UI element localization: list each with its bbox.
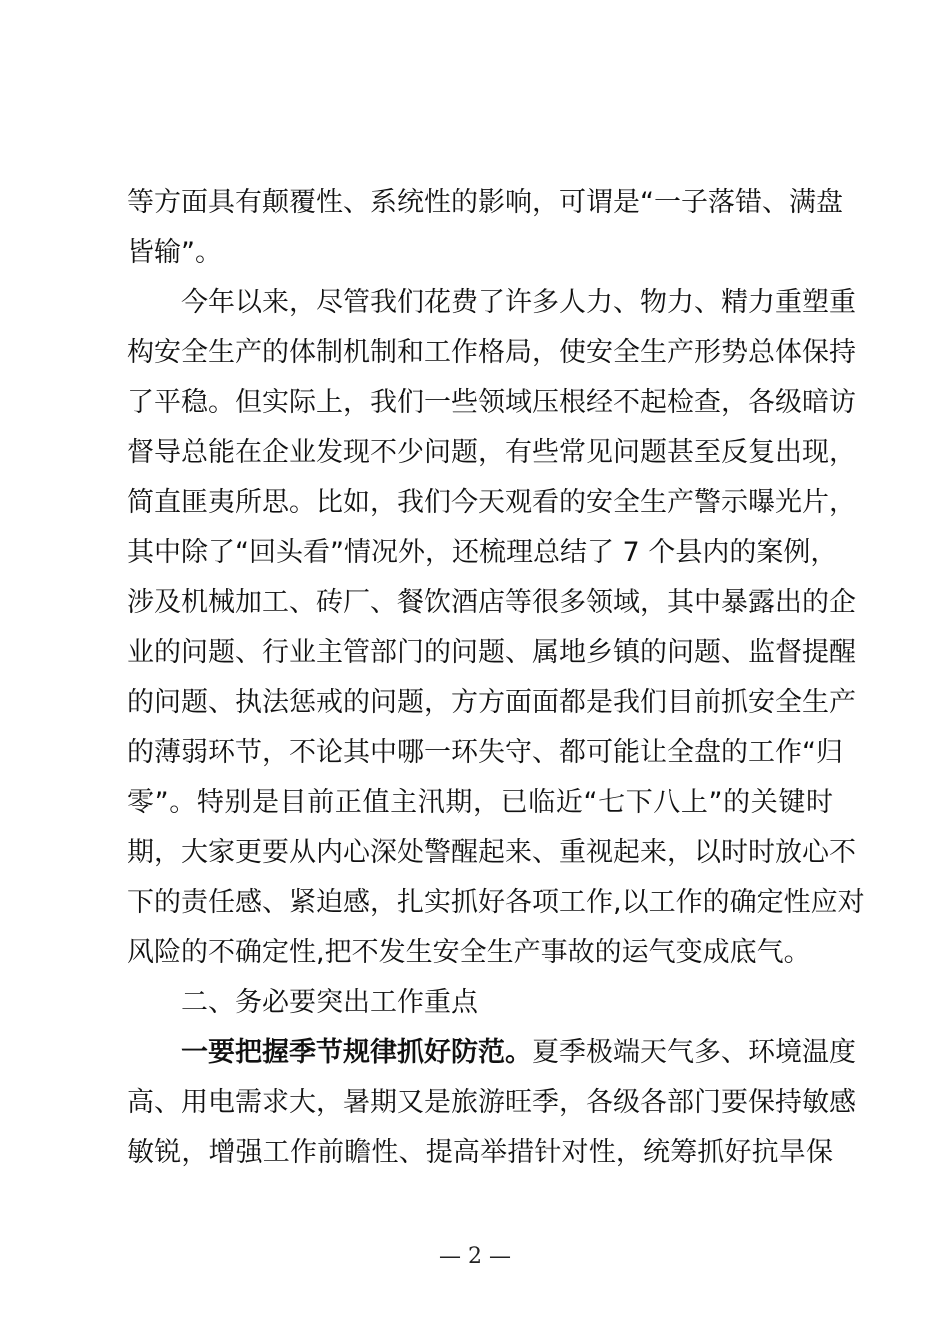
paragraph-2-line-12: 期，大家更要从内心深处警醒起来、重视起来，以时时放心不 (127, 837, 856, 868)
paragraph-2-line-4: 督导总能在企业发现不少问题，有些常见问题甚至反复出现， (127, 437, 856, 468)
paragraph-4-line-3: 敏锐，增强工作前瞻性、提高举措针对性，统筹抓好抗旱保 (127, 1137, 833, 1168)
paragraph-1-line-2: 皆输”。 (127, 237, 222, 268)
paragraph-2-line-10: 的薄弱环节，不论其中哪一环失守、都可能让全盘的工作“归 (127, 737, 843, 768)
paragraph-2-line-1: 今年以来，尽管我们花费了许多人力、物力、精力重塑重 (181, 287, 856, 318)
paragraph-2-line-3: 了平稳。但实际上，我们一些领域压根经不起检查，各级暗访 (127, 387, 856, 418)
paragraph-2-line-14: 风险的不确定性,把不发生安全生产事故的运气变成底气。 (127, 937, 811, 968)
paragraph-2-line-7: 涉及机械加工、砖厂、餐饮酒店等很多领域，其中暴露出的企 (127, 587, 856, 618)
paragraph-4-line-2: 高、用电需求大，暑期又是旅游旺季，各级各部门要保持敏感 (127, 1087, 856, 1118)
paragraph-2-line-8: 业的问题、行业主管部门的问题、属地乡镇的问题、监督提醒 (127, 637, 856, 668)
paragraph-4-line-1 (127, 1028, 856, 1078)
paragraph-2-line-9: 的问题、执法惩戒的问题，方方面面都是我们目前抓安全生产 (127, 687, 856, 718)
paragraph-2-line-2: 构安全生产的体制机制和工作格局，使安全生产形势总体保持 (127, 337, 856, 368)
page-number: — 2 — (439, 1244, 511, 1269)
paragraph-4-lead-rest: 夏季极端天气多、环境温度 (532, 1037, 856, 1068)
paragraph-2-line-11: 零”。特别是目前正值主汛期，已临近“七下八上”的关键时 (127, 787, 833, 818)
paragraph-4-bold-lead: 一要把握季节规律抓好防范。 (181, 1037, 532, 1068)
paragraph-2-line-13: 下的责任感、紧迫感，扎实抓好各项工作,以工作的确定性应对 (127, 887, 865, 918)
body-text (127, 178, 865, 1178)
paragraph-2-line-5: 简直匪夷所思。比如，我们今天观看的安全生产警示曝光片， (127, 487, 856, 518)
paragraph-1-line-1: 等方面具有颠覆性、系统性的影响，可谓是“一子落错、满盘 (127, 187, 843, 218)
section-heading: 二、务必要突出工作重点 (181, 987, 478, 1018)
paragraph-2-line-6: 其中除了“回头看”情况外，还梳理总结了 7 个县内的案例， (127, 537, 838, 568)
